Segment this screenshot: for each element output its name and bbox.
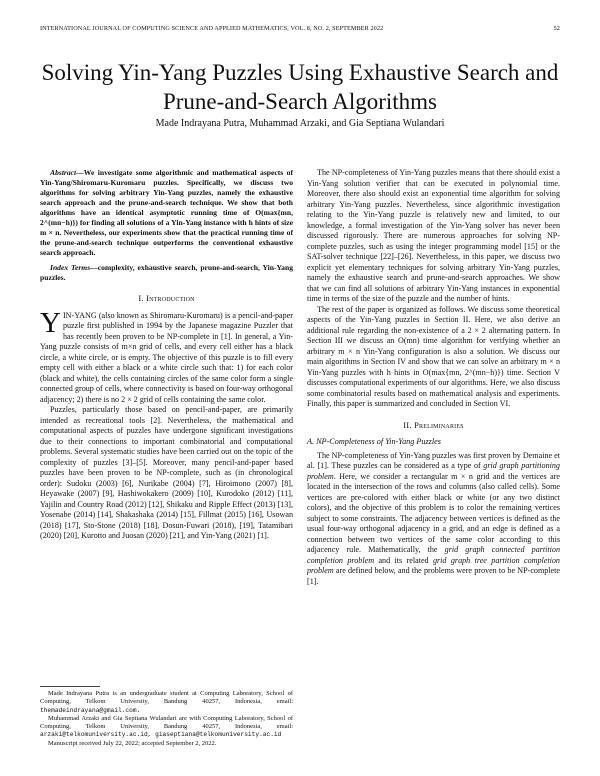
para3-emphasis-3: grid graph tree partition completion problem <box>307 555 560 575</box>
abstract-text: —We investigate some algorithmic and mathematical aspects of Yin-Yang/Shiromaru-Kuromaru puzzles. Specifically, we discuss two algorithms for solving arbitrary Yin-Yang puzzles, namely the exhaustive search approach and the prune-and-search technique. We show that both algorithms have an identical asymptotic running time of O(max{mn, 2^(mn−h)}) for finding all solutions of a Yin-Yang instance with h hints of size m × n. Nevertheless, our experiments show that the practical running time of the prune-and-search technique outperforms the conventional exhaustive search approach. <box>40 168 293 257</box>
right-paragraph-1: The NP-completeness of Yin-Yang puzzles means that there should exist a Yin-Yang solution verifier that can be executed in polynomial time. Moreover, there also should exist an exponential time algorithm for solving arbitrary Yin-Yang puzzles. Nevertheless, since algorithmic investigation relating to the Yin-Yang puzzle is relatively new and limited, to our knowledge, a formal investigation of the Yin-Yang solver has never been discussed rigorously. There are numerous approaches for solving NP-complete puzzles, such as using the integer programming model [15] or the SAT-solver technique [22]–[26]. Nevertheless, in this paper, we discuss two explicit yet elementary techniques for solving arbitrary Yin-Yang puzzles, namely the exhaustive search and prune-and-search approaches. We show that we can find all solutions of arbitrary Yin-Yang instances in exponential time in terms of the size of the puzzle and the number of hints. <box>307 168 560 303</box>
para3-text-a: The NP-completeness of Yin-Yang puzzles was first proven by Demaine et al. [1]. These puzzles can be considered as a type of <box>307 450 560 470</box>
intro-text-1: (also known as Shiromaru-Kuromaru) is a pencil-and-paper puzzle first published in 1994 by the Japanese magazine Puzzler that has recently been proven to be NP-complete in [1]. In general, a Yin-Yang puzzle consists of m×n grid of cells, and every cell either has a black circle, a white circle, or is empty. The objective of this puzzle is to fill every empty cell with either a black or a white circle such that: 1) for each color (black and white), the cells containing circles of the same color form a single connected group of cells, where connectivity is based on four-way orthogonal adjacency; 2) there is no 2 × 2 grid of cells containing the same color. <box>40 310 293 404</box>
para3-emphasis-1: grid graph partitioning problem <box>307 461 560 481</box>
footnote-1 <box>40 690 293 715</box>
paper-title: Solving Yin-Yang Puzzles Using Exhaustive Search and Prune-and-Search Algorithms <box>41 60 559 114</box>
journal-name: INTERNATIONAL JOURNAL OF COMPUTING SCIENCE AND APPLIED MATHEMATICS, VOL. 8, NO. 2, SEPTEMBER 2022 <box>40 25 384 32</box>
footnote-1-text: Made Indrayana Putra is an undergraduate student at Computing Laboratory, School of Computing, Telkom University, Bandung 40257, Indonesia, email: <box>40 690 293 706</box>
index-terms <box>40 263 293 283</box>
intro-paragraph-1 <box>40 306 293 406</box>
intro-caps: IN-YANG <box>62 310 97 320</box>
right-paragraph-3 <box>307 451 560 588</box>
left-column <box>40 168 293 542</box>
section-heading-preliminaries: II. Preliminaries <box>403 419 464 430</box>
footnote-2-text: Muhammad Arzaki and Gia Septiana Wulandari are with Computing Laboratory, School of Computing, Telkom University, Bandung 40257, Indonesia, email: <box>40 714 293 731</box>
footnote-rule <box>40 686 100 687</box>
index-terms-text: —complexity, exhaustive search, prune-and-search, Yin-Yang puzzles. <box>40 263 293 282</box>
running-header <box>40 25 560 32</box>
para3-text-d: are defined below, and the problems were proven to be NP-complete [1]. <box>307 566 560 586</box>
footnote-2 <box>40 715 293 740</box>
page-number: 52 <box>553 25 560 32</box>
footnote-1-email[interactable]: themadeindrayana@gmail.com. <box>40 706 141 714</box>
footnote-2-email[interactable]: arzaki@telkomuniversity.ac.id, giaseptiana@telkomuniversity.ac.id <box>40 731 282 739</box>
footnotes <box>40 686 293 748</box>
drop-cap: Y <box>40 306 61 339</box>
section-heading-introduction: I. Introduction <box>138 293 195 303</box>
right-column <box>307 168 560 587</box>
para3-text-b: . Here, we consider a rectangular m × n grid and the vertices are located in the intersection of the rows and columns (also called cells). Some vertices are pre-colored with either black or white (or any two distinct colors), and the objective of this problem is to color the remaining vertices subject to some constraints. The adjacency between vertices is defined as the usual four-way orthogonal adjacency in a grid, and an edge is defined as a connection between two vertices of the same color according to this adjacency rule. Mathematically, the <box>307 471 560 554</box>
author-list: Made Indrayana Putra, Muhammad Arzaki, and Gia Septiana Wulandari <box>155 118 445 129</box>
abstract <box>40 168 293 258</box>
footnote-3: Manuscript received July 22, 2022; accepted September 2, 2022. <box>48 739 217 747</box>
abstract-lead: Abstract <box>50 168 77 177</box>
para3-text-c: and its related <box>374 555 433 565</box>
right-paragraph-2: The rest of the paper is organized as follows. We discuss some theoretical aspects of the Yin-Yang puzzles in Section II. Here, we also derive an additional rule regarding the non-existence of a 2 × 2 alternating pattern. In Section III we discuss an O(mn) time algorithm for verifying whether an arbitrary m × n Yin-Yang configuration is also a solution. We discuss our main algorithms in Section IV and show that we can solve an arbitrary m × n Yin-Yang puzzles with h hints in O(max{mn, 2^(mn−h)}) time. Section V discusses computational experiments of our algorithms. Here, we also discuss some combinatorial results based on mathematical analysis and experiments. Finally, this paper is summarized and concluded in Section VI. <box>307 304 560 408</box>
subsection-heading-np-completeness: A. NP-Completeness of Yin-Yang Puzzles <box>307 437 441 446</box>
intro-paragraph-2: Puzzles, particularly those based on pencil-and-paper, are primarily intended as recreational tools [2]. Nevertheless, the mathematical and computational aspects of puzzles have undergone significant investigations due to their connections to important combinatorial and computational problems. Several systematic studies have been carried out on the topic of the complexity of puzzles [3]–[5]. Moreover, many pencil-and-paper based puzzles have been proven to be NP-complete, such as (in chronological order): Sudoku (2003) [6], Nurikabe (2004) [7], Hiroimono (2007) [8], Heyawake (2007) [9], Hashiwokakero (2009) [10], Kurodoko (2012) [11], Yajilin and Country Road (2012) [12], Shikaku and Ripple Effect (2013) [13], Yosenabe (2014) [14], Shakashaka (2014) [15], Fillmat (2015) [16], Usowan (2018) [17], Sto-Stone (2018) [18], Dosun-Fuwari (2018), [19], Tatamibari (2020) [20], Kurotto and Juosan (2020) [21], and Yin-Yang (2021) [1]. <box>40 405 293 540</box>
index-terms-lead: Index Terms <box>50 263 91 272</box>
para3-emphasis-2: grid graph connected partition completion problem <box>307 545 560 565</box>
